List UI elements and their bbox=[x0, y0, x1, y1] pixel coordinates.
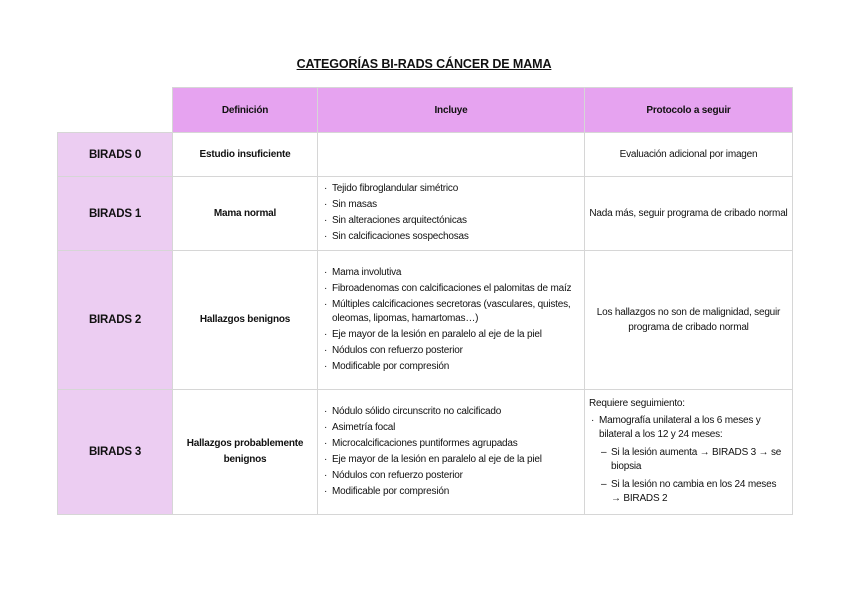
protocol-sublist bbox=[589, 446, 788, 507]
protocol-cell: Los hallazgos no son de malignidad, seguir programa de cribado normal bbox=[585, 251, 793, 390]
definition-cell: Hallazgos probablemente benignos bbox=[173, 390, 318, 515]
list-item: · Múltiples calcificaciones secretoras (vasculares, quistes, oleomas, lipomas, hamartomas…) bbox=[322, 298, 580, 327]
list-item: · Nódulos con refuerzo posterior bbox=[322, 469, 580, 484]
protocol-intro: Requiere seguimiento: bbox=[589, 398, 685, 410]
table-row-birads-3 bbox=[58, 390, 793, 515]
list-item: · Modificable por compresión bbox=[322, 360, 580, 375]
list-item: · Nódulo sólido circunscrito no calcificado bbox=[322, 405, 580, 420]
includes-cell bbox=[318, 390, 585, 515]
category-cell: BIRADS 2 bbox=[58, 251, 173, 390]
includes-cell bbox=[318, 251, 585, 390]
page-title: CATEGORÍAS BI-RADS CÁNCER DE MAMA bbox=[296, 57, 552, 71]
category-cell: BIRADS 3 bbox=[58, 390, 173, 515]
protocol-cell: Evaluación adicional por imagen bbox=[585, 133, 793, 177]
definition-cell: Estudio insuficiente bbox=[173, 133, 318, 177]
header-empty-cell bbox=[58, 88, 173, 133]
list-item: · Mama involutiva bbox=[322, 266, 580, 281]
protocol-cell bbox=[585, 390, 793, 515]
list-item: · Nódulos con refuerzo posterior bbox=[322, 344, 580, 359]
table-row-birads-1 bbox=[58, 177, 793, 251]
list-item: · Eje mayor de la lesión en paralelo al eje de la piel bbox=[322, 328, 580, 343]
category-cell: BIRADS 0 bbox=[58, 133, 173, 177]
list-item: · Tejido fibroglandular simétrico bbox=[322, 182, 580, 197]
birads-table bbox=[57, 87, 793, 515]
includes-list bbox=[318, 179, 584, 249]
list-item: · Microcalcificaciones puntiformes agrupadas bbox=[322, 437, 580, 452]
table-row-birads-2 bbox=[58, 251, 793, 390]
category-cell: BIRADS 1 bbox=[58, 177, 173, 251]
list-item: · Sin alteraciones arquitectónicas bbox=[322, 214, 580, 229]
header-definicion: Definición bbox=[173, 88, 318, 133]
includes-cell bbox=[318, 133, 585, 177]
list-item: · Sin masas bbox=[322, 198, 580, 213]
protocol-list bbox=[589, 414, 788, 443]
protocol-subitem: – Si la lesión aumenta → BIRADS 3 → se biopsia bbox=[589, 446, 788, 475]
protocol-subitem: – Si la lesión no cambia en los 24 meses → BIRADS 2 bbox=[589, 478, 788, 507]
protocol-item: · Mamografía unilateral a los 6 meses y bilateral a los 12 y 24 meses: bbox=[589, 414, 788, 443]
header-row bbox=[58, 88, 793, 133]
includes-cell bbox=[318, 177, 585, 251]
list-item: · Sin calcificaciones sospechosas bbox=[322, 230, 580, 245]
protocol-cell: Nada más, seguir programa de cribado normal bbox=[585, 177, 793, 251]
definition-cell: Hallazgos benignos bbox=[173, 251, 318, 390]
includes-list bbox=[318, 262, 584, 378]
list-item: · Modificable por compresión bbox=[322, 485, 580, 500]
header-incluye: Incluye bbox=[318, 88, 585, 133]
definition-cell: Mama normal bbox=[173, 177, 318, 251]
list-item: · Eje mayor de la lesión en paralelo al eje de la piel bbox=[322, 453, 580, 468]
header-protocolo: Protocolo a seguir bbox=[585, 88, 793, 133]
table-row-birads-0 bbox=[58, 133, 793, 177]
protocol-block bbox=[585, 394, 792, 510]
list-item: · Fibroadenomas con calcificaciones el palomitas de maíz bbox=[322, 282, 580, 297]
includes-list bbox=[318, 401, 584, 503]
list-item: · Asimetría focal bbox=[322, 421, 580, 436]
